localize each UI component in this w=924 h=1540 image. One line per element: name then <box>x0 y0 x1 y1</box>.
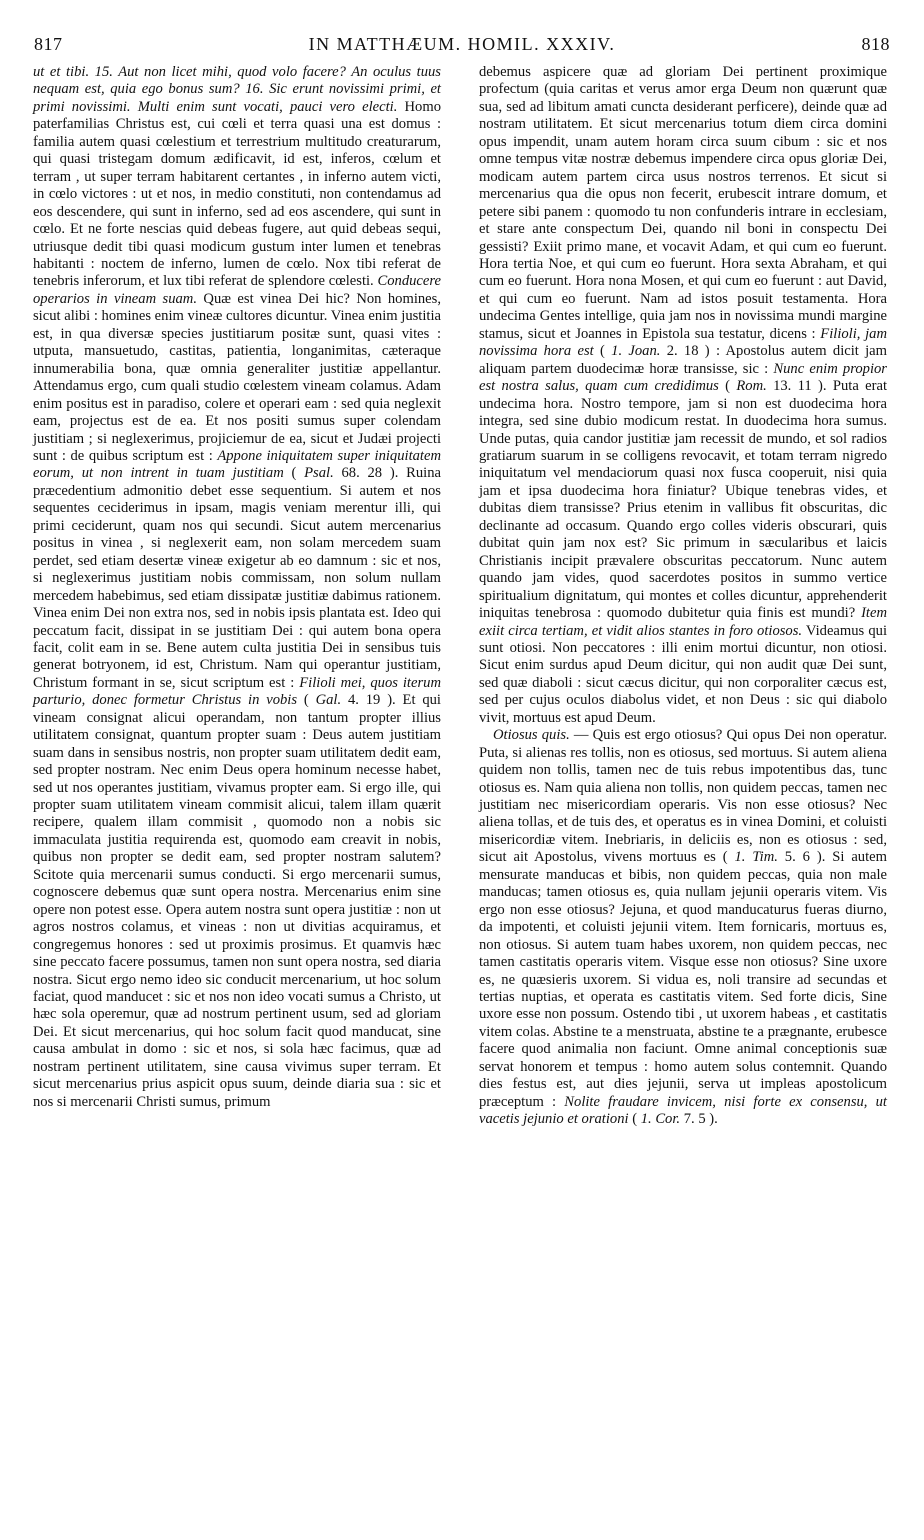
scripture-quote: ut et tibi. 15. Aut non licet mihi, quod volo facere? An oculus tuus nequam est, quia ego bonus sum? 16. Sic erunt novissimi primi, et primi novissimi. Multi enim sunt vocati, pauci vero electi. <box>33 64 441 115</box>
page-number-left: 817 <box>34 34 63 54</box>
commentary-text: 68. 28 ). Ruina præcedentium admonitio debet esse sequentium. Si autem et nos sequentes ceciderimus in ipsam, magis veniam merentur illi, qui primi ceciderunt, quam nos qui secundi. Sicut autem mercenarius positus in vinea , si neglexerit eam, non solam mercedem suam perdet, sed etiam desertæ vineæ exigetur ab eo damnum : sic et nos, si neglexerimus justitiam nobis commissam, non solum nullam mercedem habebimus, sed etiam dissipatæ justitiæ dabimus rationem. Vinea enim Dei non extra nos, sed in nobis ipsis plantata est. Ideo qui peccatum facit, dissipat in se justitiam Dei : qui autem bona opera facit, colit eam in se. Bene autem culta justitia Dei in sensibus tuis generat botryonem, id est, Christum. Nam qui operantur justitiam, Christum formant in se, sicut scriptum est : <box>33 465 441 691</box>
commentary-text: debemus aspicere quæ ad gloriam Dei pertinent proximique profectum (quia caritas et verus amor erga Deum non quærunt quæ sua, sed ad libitum amati cuncta desiderant perficere), deinde quæ ad nostram utilitatem. Et sicut mercenarius totum diem circa domini opus impendit, unam autem horam circa suum cibum : sic et nos omne tempus vitæ nostræ debemus impendere circa opus gloriæ Dei, modicam autem partem circa usus nostros terrenos. Et sicut si mercenarius qua die opus non fecerit, erubescit intrare domum, et petere sibi panem : quomodo tu non confunderis intrare in ecclesiam, et stare ante conspectum Dei, quando nil boni in conspectu Dei gessisti? Exiit primo mane, et vocavit Adam, et qui cum eo fuerunt. Hora tertia Noe, et qui cum eo fuerunt. Hora sexta Abraham, et qui cum eo fuerunt. Hora nona Mosen, et qui cum eo fuerunt : aut David, et qui cum eo fuerunt. Nam ad istos posuit testamenta. Hora undecima Gentes intellige, quia jam nos in novissima mundi margine stamus, sicut et Joannes in Epistola sua testatur, dicens : <box>479 64 887 342</box>
commentary-text: — Quis est ergo otiosus? Qui opus Dei non operatur. Puta, si alienas res tollis, non es otiosus, sed mortuus. Si autem aliena quidem non tollis, tamen nec de tuis rebus impotentibus das, tunc otiosus es. Nam quia aliena non tollis, non quidem peccas, tamen nec justitiam nec misericordiam operaris. Vis non esse otiosus? Nec aliena tollas, et de tuis des, et operatus es in vinea Domini, et coluisti misericordiæ vitem. Inebriaris, in deliciis es, non es otiosus : sed, sicut ait Apostolus, vivens mortuus es ( <box>479 727 887 866</box>
citation-paren: ( <box>297 692 316 709</box>
citation-paren: ( <box>593 343 612 360</box>
commentary-text: 13. 11 ). Puta erat undecima hora. Nostro tempore, jam si non est duodecima hora integra, sed sine dubio modicum restat. In duodecima hora sumus. Unde putas, quia candor justitiæ jam recessit de mundo, et sol radios gratiarum suarum in se colligens revocavit, et totam terram nigredo iniquitatum vel mendaciorum quasi nox fusca cooperuit, nisi quia jam et ipsa duodecima hora finiatur? Ubique tenebras vides, et dubitas diem transisse? Prius etenim in vallibus fit obscuritas, dic declinante ad occasum. Quando ergo colles videris obscurari, quis dubitat quin jam nox est? Sic primum in sæcularibus et laicis Christianis incipit prævalere obscuritas peccatorum. Nunc autem quando jam vides, quod sacerdotes positos in summo vertice spiritualium dignitatum, qui montes et colles dicuntur, apprehenderit iniquitas tenebrosa : quomodo dubitetur quia finis est mundi? <box>479 378 887 622</box>
right-paragraph <box>479 64 887 727</box>
citation-book: Rom. <box>736 378 767 395</box>
right-column <box>479 64 887 1129</box>
commentary-text: 7. 5 ). <box>680 1111 718 1128</box>
scripture-quote: Nunc enim propior est nostra salus, quam cum credidimus <box>479 360 887 395</box>
scripture-quote: Appone iniquitatem super iniquitatem eorum, ut non intrent in tuam justitiam <box>33 447 441 482</box>
scripture-quote: Filioli mei, quos iterum parturio, donec formetur Christus in vobis <box>33 674 441 709</box>
scripture-quote: Filioli, jam novissima hora est <box>479 325 888 360</box>
page-number-right: 818 <box>861 34 890 54</box>
commentary-text: 4. 19 ). Et qui vineam consignat alicui operandam, non tantum propter illius utilitatem consignat, quantum propter suam : Deus autem justitiam suam dans in sensibus nostris, non propter suam utilitatem dedit eam, sed propter nostram. Nec enim Deus opera hominum necesse habet, sed ut nos operantes justitiam, vivamus propter eam. Si ergo ille, qui propter suam utilitatem vineam commisit alicui, talem illam quærit recipere, qualem illam commisit , quomodo non a nobis sic immaculata justitia requirenda est, quomodo eam creavit in nobis, quibus non propter se dedit eam, sed propter nostram salutem? Scitote quia mercenarii sumus conducti. Si ergo mercenarii sumus, cognoscere debemus quæ sunt opera nostra. Mercenarius enim sine opere non potest esse. Opera autem nostra sunt opera justitiæ : non ut agros nostros colamus, et vineas : non ut divitias acquiramus, et congregemus honores : sed ut proximis prosimus. Et quamvis hæc sine peccato facere possumus, tamen non sunt opera nostra, sed diaria nostra. Sicut ergo nemo ideo sic conducit mercenarium, ut hoc solum faciat, quod manducet : sic et nos non ideo vocati sumus a Christo, ut hæc sola operemur, quæ ad nostrum pertinent usum, sed ad gloriam Dei. Et sicut mercenarius, qui hoc solum facit quod manducat, sine causa ambulat in domo : sic et nos, si sola hæc facimus, quæ ad nostram pertinent utilitatem, sine causa vivimus super terram. Et sicut mercenarius prius aspicit opus suum, deinde diaria sua : sic et nos si mercenarii Christi sumus, primum <box>33 692 441 1110</box>
citation-paren: ( <box>628 1111 641 1128</box>
scripture-quote: Item exiit circa tertiam, et vidit alios stantes in foro otiosos. <box>479 605 887 639</box>
citation-paren: ( <box>718 378 737 395</box>
left-column <box>33 64 441 1111</box>
citation-book: Psal. <box>304 465 334 482</box>
right-paragraph-otiosus <box>479 727 887 1128</box>
running-title: IN MATTHÆUM. HOMIL. XXXIV. <box>308 34 616 54</box>
citation-book: 1. Cor. <box>640 1111 681 1128</box>
commentary-text: Quæ est vinea Dei hic? Non homines, sicut alibi : homines enim vineæ cultores dicuntur. Vinea enim justitia est, in qua diversæ species justitiarum positæ sunt, quasi vites : utputa, mansuetudo, castitas, patientia, longanimitas, cæteraque innumerabilia bona, quæ omnia generaliter justitiæ appellantur. Attendamus ergo, cum quali studio cœlestem vineam colamus. Adam enim positus est in paradiso, colere et operari eam : sed quia neglexit eam, projectus est de ea. Et nos positi sumus super colendam justitiam ; si neglexerimus, projiciemur de ea, sicut et Judæi projecti sunt : de quibus scriptum est : <box>33 290 441 464</box>
commentary-text: Videamus qui sunt otiosi. Non peccatores : illi enim mortui dicuntur, non otiosi. Sicut enim surdus apud Deum dicitur, qui non audit quæ Dei sunt, sed quæ diaboli : sicut cæcus dicitur, qui non corporaliter cæcus est, sed per cujus oculos diabolus videt, et non Deus : sic qui diabolo vivit, mortuus est apud Deum. <box>479 622 887 726</box>
scripture-quote: Nolite fraudare invicem, nisi forte ex consensu, ut vacetis jejunio et orationi <box>479 1093 887 1128</box>
left-paragraph <box>33 64 441 1111</box>
page-header <box>34 34 890 60</box>
commentary-text: 2. 18 ) : Apostolus autem dicit jam aliquam partem duodecimæ horæ transisse, sic : <box>479 343 887 377</box>
citation-paren: ( <box>283 465 305 482</box>
citation-book: Gal. <box>315 692 342 709</box>
section-heading: Otiosus quis. <box>493 727 570 744</box>
scripture-quote: Conducere operarios in vineam suam. <box>33 273 441 307</box>
commentary-text: Homo paterfamilias Christus est, cui cœli et terra quasi una est domus : familia autem quasi cœlestium et terrestrium multitudo creaturarum, qui quasi tristegam domum ædificavit, id est, inferos, cœlum et terram , ut super terram habitarent certantes , in inferno autem victi, in cœlo victores : ut et nos, in medio constituti, non contendamus ad eos descendere, qui sunt in inferno, sed ad eos ascendere, qui sunt in cœlo. Et ne forte nescias quid debeas fugere, aut quid debeas sequi, utriusque dedit tibi quasi modicum gustum inter lumen et tenebras habitanti : noctem de inferno, lumen de cœlo. Nox tibi referat de tenebris inferorum, et lux tibi referat de splendore cœlesti. <box>33 98 441 290</box>
commentary-text: 5. 6 ). Si autem mensurate manducas et bibis, non quidem peccas, quia non male manducas; tamen otiosus es, quia nullam jejunii operaris vitem. Vis ergo non esse otiosus? Jejuna, et quod manducaturus fueras diurno, da impotenti, et coluisti jejunii vitem. Item fornicaris, mortuus es, non otiosus. Si autem tuam habes uxorem, non quidem peccas, nec tamen castitatis operaris vitem. Visque esse non otiosus? Sine uxore es, ne quæsieris uxorem. Si vidua es, noli transire ad secundas et tertias nuptias, et operata es castitatis vitem. Sed forte dicis, Sine uxore esse non possum. Ostendo tibi , ut uxorem habeas , et castitatis vitem colas. Abstine te a menstruata, abstine te a prægnante, erubesce facere quod animalia non faciunt. Omne animal conceptionis suæ servat honorem et tempus : homo autem solus contemnit. Quando dies festus est, aut dies jejunii, serva ut impleas apostolicum præceptum : <box>479 849 887 1110</box>
citation-book: 1. Joan. <box>611 343 661 360</box>
citation-book: 1. Tim. <box>734 849 778 866</box>
